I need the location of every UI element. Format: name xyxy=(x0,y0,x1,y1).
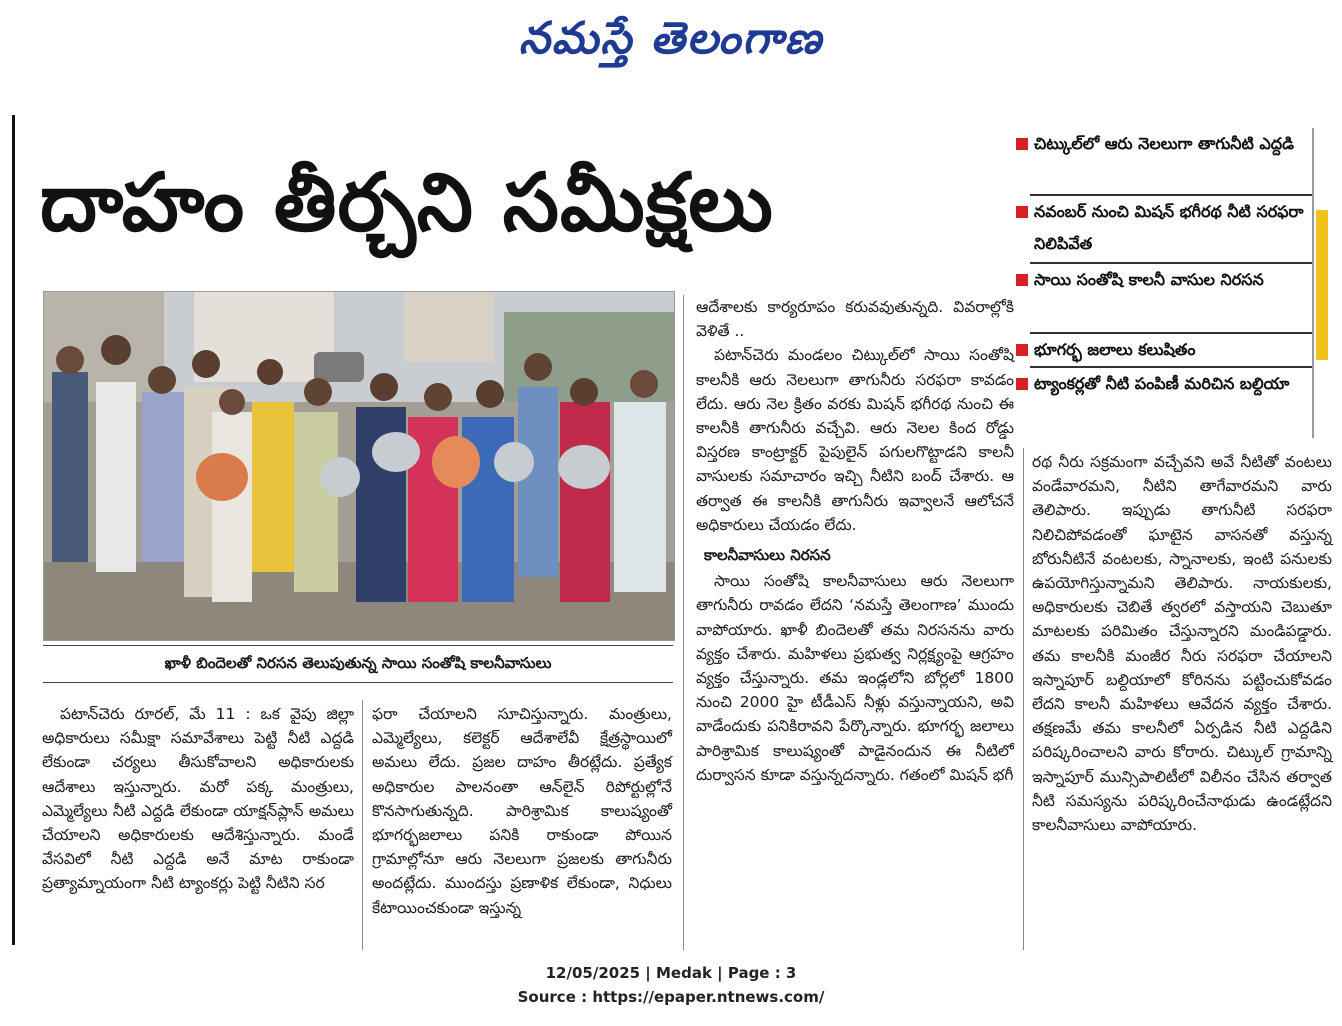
highlight-item: ట్యాంకర్లతో నీటి పంపిణీ మరిచిన బల్దియా xyxy=(1034,374,1290,393)
column-rule xyxy=(362,700,363,950)
edition-meta: 12/05/2025 | Medak | Page : 3 xyxy=(545,964,797,982)
article-photo xyxy=(43,291,675,641)
column-rule xyxy=(1023,448,1024,950)
caption-rule xyxy=(43,682,673,683)
highlight-item: భూగర్భ జలాలు కలుషితం xyxy=(1034,340,1196,359)
bullet-icon xyxy=(1016,274,1028,286)
source-link[interactable]: Source : https://epaper.ntnews.com/ xyxy=(517,988,825,1006)
bullet-icon xyxy=(1016,344,1028,356)
article-column-2 xyxy=(372,702,672,920)
body-paragraph: పటాన్‌చెరు రూరల్, మే 11 : ఒక వైపు జిల్లా అధికారులు సమీక్షా సమావేశాలు పెట్టి నీటి ఎద్దడి లేకుండా చర్యలు తీసుకోవాలని అధికారులకు ఆదేశాలు ఇస్తున్నారు. మరో పక్క మంత్రులు, ఎమ్మెల్యేలు నీటి ఎద్దడి లేకుండా యాక్షన్‌ప్లాన్ అమలు చేయాలని అధికారులకు ఆదేశిస్తున్నారు. మండే వేసవిలో నీటి ఎద్దడి అనే మాట రాకుండా ప్రత్యామ్నాయంగా నీటి ట్యాంకర్లు పెట్టి నీటిని సర xyxy=(42,705,354,893)
masthead-logo: నమస్తే తెలంగాణ xyxy=(518,13,824,64)
caption-rule xyxy=(43,645,673,646)
article-column-4 xyxy=(1032,450,1332,837)
body-paragraph: ఫరా చేయాలని సూచిస్తున్నారు. మంత్రులు, ఎమ్మెల్యేలు, కలెక్టర్ ఆదేశాలేవీ క్షేత్రస్థాయిలో అమలు లేదు. ప్రజల దాహం తీరట్లేదు. ప్రత్యేక అధికారుల పాలనంతా ఆన్‌లైన్ రిపోర్టుల్లోనే కొనసాగుతున్నది. పారిశ్రామిక కాలుష్యంతో భూగర్భజలాలు పనికి రాకుండా పోయిన గ్రామాల్లోనూ ఆరు నెలలుగా ప్రజలకు తాగునీరు అందట్లేదు. ముందస్తు ప్రణాళిక లేకుండా, నిధులు కేటాయించకుండా ఇస్తున్న xyxy=(372,705,672,917)
body-paragraph: రథ నీరు సక్రమంగా వచ్చేవని అవే నీటితో వంటలు వండేవారమని, నీటిని తాగేవారమని వారు తెలిపారు. ఇప్పుడు తాగునీటి సరఫరా నిలిచిపోవడంతో ఘాటైన వాసనతో వస్తున్న బోరునీటినే వంటలకు, స్నానాలకు, ఇంటి పనులకు ఉపయోగిస్తున్నామని తెలిపారు. నాయకులకు, అధికారులకు చెబితే త్వరలో వస్తాయని చెబుతూ మాటలకు పరిమితం చేస్తున్నారని మండిపడ్డారు. తమ కాలనీకి మంజీర నీరు సరఫరా చేయాలని ఇస్నాపూర్ బల్దియాలో కోరినను పట్టించుకోవడం లేదని కాలనీ మహిళలు ఆవేదన వ్యక్తం చేశారు. తక్షణమే తమ కాలనీలో ఏర్పడిన నీటి ఎద్దడిని పరిష్కరించాలని వారు కోరారు. చిట్కుల్ గ్రామాన్ని ఇస్నాపూర్ మున్సిపాలిటీలో విలీనం చేసిన తర్వాత నీటి సమస్యను పరిష్కరించేనాథుడు ఉండట్లేదని కాలనీవాసులు వాపోయారు. xyxy=(1032,453,1332,835)
page-footer xyxy=(0,961,1342,1009)
left-column-rule xyxy=(12,115,15,945)
article-column-1 xyxy=(42,702,354,896)
subheading: కాలనీవాసులు నిరసన xyxy=(704,546,831,565)
article-headline: దాహం తీర్చని సమీక్షలు xyxy=(40,156,774,249)
highlights-box xyxy=(1016,128,1314,438)
body-paragraph: సాయి సంతోషి కాలనీవాసులు ఆరు నెలలుగా తాగునీరు రావడం లేదని ‘నమస్తే తెలంగాణ’ ముందు వాపోయారు. ఖాళీ బిందెలతో తమ నిరసనను వారు వ్యక్తం చేశారు. మహిళలు ప్రభుత్వ నిర్లక్ష్యంపై ఆగ్రహం వ్యక్తం చేస్తున్నారు. తమ ఇండ్లలోని బోర్లలో 1800 నుంచి 2000 హై టీడీఎస్ నీళ్లు వస్తున్నాయని, అవి వాడేందుకు పనికిరావని పేర్కొన్నారు. భూగర్భ జలాలు పారిశ్రామిక కాలుష్యంతో పాడైనందున ఈ నీటిలో దుర్వాసన కూడా వస్తున్నదన్నారు. గతంలో మిషన్ భగీ xyxy=(696,572,1014,784)
highlight-item: సాయి సంతోషి కాలనీ వాసుల నిరసన xyxy=(1034,270,1264,289)
body-paragraph: పటాన్‌చెరు మండలం చిట్కుల్‌లో సాయి సంతోషి కాలనీకి ఆరు నెలలుగా తాగునీరు సరఫరా కావడం లేదు. ఆరు నెల క్రితం వరకు మిషన్ భగీరథ నుంచి ఈ కాలనీకి తాగునీరు వచ్చేవి. ఆరు నెలల కింద రోడ్డు విస్తరణ కాంట్రాక్టర్ పైపులైన్ పగులగొట్టాడని కాలనీ వాసులకు సమాచారం ఇచ్చి నీటిని బంద్ చేశారు. ఆ తర్వాత ఈ కాలనీకి తాగునీరు ఇవ్వాలనే ఆలోచనే అధికారులు చేయడం లేదు. xyxy=(696,346,1014,534)
bullet-icon xyxy=(1016,206,1028,218)
bullet-icon xyxy=(1016,138,1028,150)
highlight-item: నవంబర్ నుంచి మిషన్ భగీరథ నీటి సరఫరా నిలిపివేత xyxy=(1034,202,1304,253)
highlight-item: చిట్కుల్‌లో ఆరు నెలలుగా తాగునీటి ఎద్దడి xyxy=(1034,134,1294,153)
bullet-icon xyxy=(1016,378,1028,390)
photo-caption: ఖాళీ బిందెలతో నిరసన తెలుపుతున్న సాయి సంతోషి కాలనీవాసులు xyxy=(164,654,552,672)
column-rule xyxy=(683,295,684,950)
body-paragraph: ఆదేశాలకు కార్యరూపం కరువవుతున్నది. వివరాల్లోకి వెళితే .. xyxy=(696,298,1014,341)
accent-bar xyxy=(1316,210,1328,360)
protest-photo-illustration xyxy=(44,292,674,640)
article-column-3 xyxy=(696,295,1014,787)
